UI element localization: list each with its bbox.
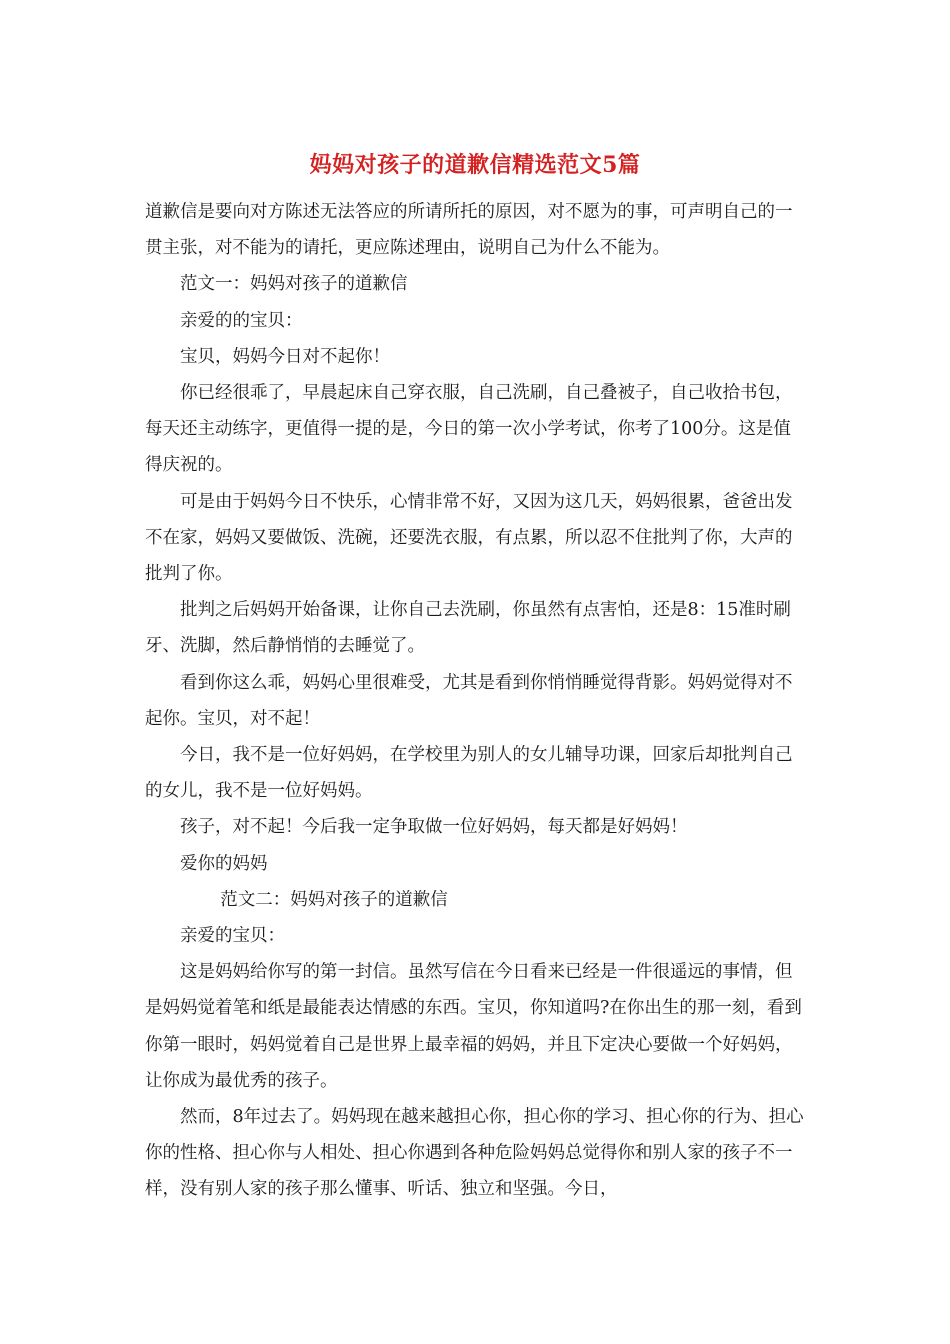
intro-paragraph: 道歉信是要向对方陈述无法答应的所请所托的原因，对不愿为的事，可声明自己的一贯主张，对不能为的请托，更应陈述理由，说明自己为什么不能为。 — [145, 202, 793, 259]
document-title: 妈妈对孩子的道歉信精选范文5篇 — [309, 152, 641, 178]
body-paragraph: 宝贝，妈妈今日对不起你！ — [180, 346, 390, 367]
body-paragraph: 可是由于妈妈今日不快乐，心情非常不好，又因为这几天，妈妈很累，爸爸出发不在家，妈妈又要做饭、洗碗，还要洗衣服，有点累，所以忍不住批判了你，大声的批判了你。 — [145, 491, 793, 585]
document-body — [145, 194, 805, 1208]
signature: 爱你的妈妈 — [180, 853, 268, 874]
body-paragraph: 今日，我不是一位好妈妈，在学校里为别人的女儿辅导功课，回家后却批判自己的女儿，我不是一位好妈妈。 — [145, 745, 793, 802]
body-paragraph: 批判之后妈妈开始备课，让你自己去洗刷，你虽然有点害怕，还是8：15准时刷牙、洗脚，然后静悄悄的去睡觉了。 — [145, 600, 791, 657]
section-heading-2: 范文二：妈妈对孩子的道歉信 — [220, 889, 448, 910]
section-heading-1: 范文一：妈妈对孩子的道歉信 — [180, 274, 408, 295]
body-paragraph: 你已经很乖了，早晨起床自己穿衣服，自己洗刷，自己叠被子，自己收拾书包，每天还主动练字，更值得一提的是，今日的第一次小学考试，你考了100分。这是值得庆祝的。 — [145, 383, 793, 476]
body-paragraph: 看到你这么乖，妈妈心里很难受，尤其是看到你悄悄睡觉得背影。妈妈觉得对不起你。宝贝，对不起！ — [145, 672, 793, 729]
salutation: 亲爱的的宝贝： — [180, 310, 303, 331]
body-paragraph: 孩子，对不起！今后我一定争取做一位好妈妈，每天都是好妈妈！ — [180, 817, 688, 838]
body-paragraph: 然而，8年过去了。妈妈现在越来越担心你，担心你的学习、担心你的行为、担心你的性格、担心你与人相处、担心你遇到各种危险妈妈总觉得你和别人家的孩子不一样，没有别人家的孩子那么懂事、听话、独立和坚强。今日， — [145, 1107, 804, 1200]
body-paragraph: 这是妈妈给你写的第一封信。虽然写信在今日看来已经是一件很遥远的事情，但是妈妈觉着笔和纸是最能表达情感的东西。宝贝，你知道吗?在你出生的那一刻，看到你第一眼时，妈妈觉着自己是世界上最幸福的妈妈，并且下定决心要做一个好妈妈，让你成为最优秀的孩子。 — [145, 962, 802, 1091]
salutation: 亲爱的宝贝： — [180, 926, 285, 947]
